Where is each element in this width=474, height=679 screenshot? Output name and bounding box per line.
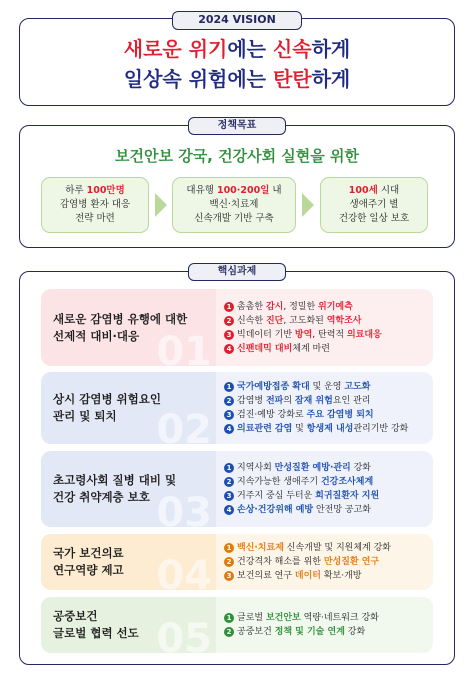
task-item: [224, 394, 433, 408]
task-number: 05: [156, 616, 212, 653]
text-run: 촘촘한: [237, 301, 266, 312]
task-title: [53, 472, 176, 506]
task-item-text: [237, 422, 408, 436]
text-run: 만성질환 예방·관리: [274, 463, 351, 473]
text-run: 확보·개방: [320, 571, 362, 581]
task-items: [216, 451, 433, 527]
task-item-text: [237, 461, 371, 475]
vision-tag: 2024 VISION: [172, 11, 302, 30]
text-run: 건강한 일상 보호: [338, 213, 410, 224]
task-card-02: [41, 372, 216, 444]
task-items: [216, 289, 433, 366]
vision-line-2: [19, 66, 455, 92]
task-card-04: [41, 534, 216, 590]
vision-line-1: [19, 36, 455, 62]
task-item-text: [237, 380, 370, 394]
text-run: 역학조사: [326, 315, 362, 326]
text-run: 감염병 환자 대응: [59, 199, 131, 210]
task-item-text: [237, 503, 371, 517]
goal-line: [321, 212, 427, 226]
text-run: 시대: [377, 185, 400, 196]
number-bullet-icon: 2: [224, 627, 234, 637]
goal-line: [173, 198, 295, 212]
vision-text-run: 새로운 위기: [123, 37, 228, 61]
text-run: 감시: [265, 301, 284, 312]
vision-text-run: 에는: [227, 67, 273, 91]
task-item-text: [237, 475, 373, 489]
text-run: 100만명: [86, 185, 125, 196]
text-run: 및 운영: [309, 382, 345, 392]
number-bullet-icon: 4: [224, 505, 234, 515]
number-bullet-icon: 1: [224, 382, 234, 392]
policy-headline: 보건안보 강국, 건강사회 실현을 위한: [115, 147, 359, 165]
goal-card-2: [172, 177, 296, 233]
vision-text-run: 하게: [311, 67, 351, 91]
number-bullet-icon: 1: [224, 302, 234, 312]
text-run: 백신·치료제: [209, 199, 259, 210]
task-item: [224, 489, 433, 503]
task-item: [224, 625, 433, 639]
task-item: [224, 461, 433, 475]
task-item: [224, 503, 433, 517]
task-title-line: 글로벌 협력 선도: [53, 626, 139, 640]
vision-text-run: 탄탄: [272, 67, 312, 91]
text-run: 강화: [344, 627, 366, 637]
text-run: 지역사회: [237, 463, 275, 473]
text-run: 전략 마련: [75, 213, 115, 224]
tasks-tag: 핵심과제: [188, 263, 286, 281]
task-title-line: 관리 및 퇴치: [53, 409, 117, 423]
number-bullet-icon: 1: [224, 613, 234, 623]
text-run: 안전망 공고화: [313, 505, 371, 515]
vision-text-run: 하게: [311, 37, 351, 61]
task-item-text: [237, 408, 374, 422]
goal-card-3: [320, 177, 428, 233]
text-run: 의: [283, 396, 295, 406]
number-bullet-icon: 1: [224, 463, 234, 473]
text-run: 잠재 위험: [294, 396, 333, 406]
task-title: [53, 311, 187, 345]
task-item: [224, 475, 433, 489]
task-item: [224, 555, 433, 569]
task-title-line: 건강 취약계층 보호: [53, 490, 150, 504]
number-bullet-icon: 2: [224, 557, 234, 567]
task-item: [224, 408, 433, 422]
text-run: 체계 마련: [292, 343, 330, 354]
task-item: [224, 422, 433, 436]
task-title-line: 새로운 감염병 유행에 대한: [53, 311, 188, 326]
number-bullet-icon: 1: [224, 543, 234, 553]
task-item: [224, 380, 433, 394]
task-item: [224, 541, 433, 555]
arrow-icon: [302, 193, 314, 217]
task-item: [224, 569, 433, 583]
number-bullet-icon: 2: [224, 316, 234, 326]
text-run: 진단: [265, 315, 284, 326]
text-run: 대유행: [186, 185, 217, 196]
text-run: 국가예방접종 확대: [237, 382, 310, 392]
text-run: 의료대응: [346, 329, 382, 340]
text-run: 빅데이터 기반: [237, 329, 295, 340]
text-run: 정책 및 기술 연계: [274, 627, 345, 637]
text-run: 강화: [350, 463, 371, 473]
text-run: 건강조사체계: [320, 477, 374, 487]
vision-text-run: 일상속 위험: [123, 67, 228, 91]
task-items: [216, 597, 433, 653]
goal-line: [42, 198, 148, 212]
task-title-line: 공중보건: [53, 609, 98, 623]
task-title-line: 상시 감염병 위험요인: [53, 392, 161, 406]
text-run: 신팬데믹 대비: [237, 343, 293, 354]
vision-text-run: 신속: [272, 37, 312, 61]
task-item: [224, 300, 433, 314]
task-item-text: [237, 625, 365, 639]
text-run: 보건의료 연구: [237, 571, 295, 581]
task-item-text: [237, 314, 361, 328]
text-run: 검진·예방 강화로: [237, 410, 307, 420]
task-title: [53, 608, 139, 642]
task-title: [53, 545, 124, 579]
number-bullet-icon: 2: [224, 477, 234, 487]
task-title-line: 국가 보건의료: [53, 546, 124, 560]
task-title-line: 초고령사회 질병 대비 및: [53, 473, 177, 487]
task-item-text: [237, 569, 361, 583]
vision-text-run: 에는: [227, 37, 273, 61]
text-run: 보건안보: [265, 613, 301, 623]
text-run: 감염병: [237, 396, 266, 406]
text-run: 100세: [348, 185, 378, 196]
task-item-text: [237, 300, 353, 314]
text-run: 주요 감염병 퇴치: [306, 410, 374, 420]
vision-panel: [19, 18, 455, 106]
task-item: [224, 328, 433, 342]
text-run: 생애주기 별: [349, 199, 399, 210]
text-run: 내: [269, 185, 282, 196]
goal-line: [173, 184, 295, 198]
text-run: 건강격차 해소를 위한: [237, 557, 324, 567]
number-bullet-icon: 3: [224, 571, 234, 581]
text-run: 신속개발 및 지원체계 강화: [283, 543, 391, 553]
text-run: 전파: [265, 396, 284, 406]
task-title-line: 선제적 대비·대응: [53, 328, 140, 343]
task-card-05: [41, 597, 216, 653]
text-run: 글로벌: [237, 613, 266, 623]
text-run: 백신·치료제: [237, 543, 284, 553]
text-run: 신속한: [237, 315, 266, 326]
text-run: 관리기반 강화: [353, 424, 409, 434]
task-item: [224, 611, 433, 625]
task-items: [216, 534, 433, 590]
number-bullet-icon: 3: [224, 410, 234, 420]
text-run: 데이터: [294, 571, 321, 581]
arrow-icon: [155, 193, 167, 217]
goal-line: [173, 212, 295, 226]
text-run: 요인 관리: [332, 396, 371, 406]
task-item-text: [237, 489, 379, 503]
task-item-text: [237, 555, 379, 569]
task-item-text: [237, 394, 370, 408]
task-number: 01: [156, 329, 212, 366]
text-run: 방역: [294, 329, 313, 340]
task-title: [53, 391, 161, 425]
text-run: , 고도화된: [283, 315, 327, 326]
task-title-line: 연구역량 제고: [53, 563, 124, 577]
task-item-text: [237, 611, 379, 625]
number-bullet-icon: 2: [224, 396, 234, 406]
task-item-text: [237, 541, 391, 555]
text-run: , 정밀한: [283, 301, 319, 312]
task-number: 03: [156, 490, 212, 527]
task-item: [224, 314, 433, 328]
goal-line: [321, 184, 427, 198]
goal-line: [42, 184, 148, 198]
task-card-01: [41, 289, 216, 366]
goal-line: [42, 212, 148, 226]
number-bullet-icon: 3: [224, 330, 234, 340]
policy-tag: 정책목표: [188, 117, 286, 135]
text-run: , 탄력적: [312, 329, 347, 340]
text-run: 및: [292, 424, 307, 434]
text-run: 손상·건강위해 예방: [237, 505, 314, 515]
text-run: 지속가능한 생애주기: [237, 477, 321, 487]
number-bullet-icon: 4: [224, 424, 234, 434]
text-run: 의료관련 감염: [237, 424, 293, 434]
text-run: 역량·네트워크 강화: [300, 613, 379, 623]
text-run: 고도화: [344, 382, 371, 392]
goal-card-1: [41, 177, 149, 233]
text-run: 공중보건: [237, 627, 275, 637]
number-bullet-icon: 4: [224, 344, 234, 354]
task-item-text: [237, 342, 330, 356]
goal-line: [321, 198, 427, 212]
number-bullet-icon: 3: [224, 491, 234, 501]
task-card-03: [41, 451, 216, 527]
text-run: 거주지 중심 두터운: [237, 491, 316, 501]
task-number: 02: [156, 407, 212, 444]
task-items: [216, 372, 433, 444]
text-run: 신속개발 기반 구축: [194, 213, 274, 224]
text-run: 100·200일: [216, 185, 270, 196]
text-run: 만성질환 연구: [323, 557, 380, 567]
text-run: 항생제 내성: [306, 424, 354, 434]
task-item: [224, 342, 433, 356]
text-run: 하루: [65, 185, 87, 196]
text-run: 희귀질환자 지원: [315, 491, 380, 501]
text-run: 위기예측: [318, 301, 353, 312]
task-item-text: [237, 328, 382, 342]
task-number: 04: [156, 553, 212, 590]
